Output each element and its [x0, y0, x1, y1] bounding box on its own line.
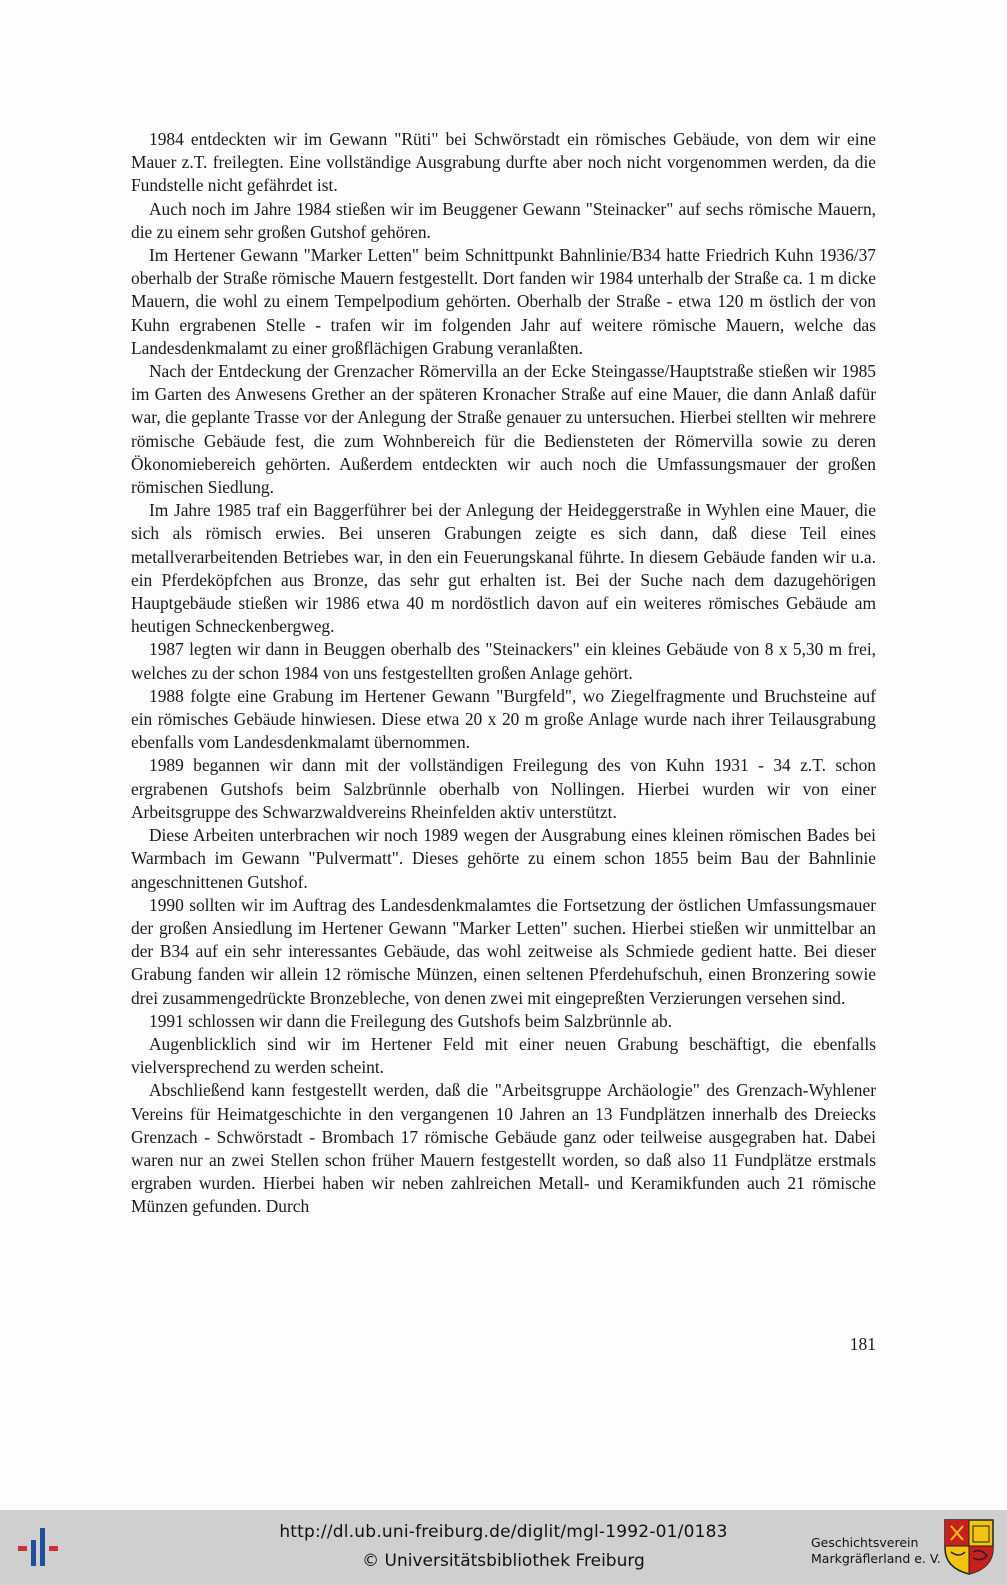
paragraph: 1990 sollten wir im Auftrag des Landesdenkmalamtes die Fortsetzung der östlichen Umfassungsmauer der großen Ansiedlung im Hertener Gewann "Marker Letten" suchen. Hierbei stießen wir unmittelbar an der B34 auf ein sehr interessantes Gebäude, das wohl zeitweise als Schmiede gedient hatte. Bei dieser Grabung fanden wir allein 12 römische Münzen, einen seltenen Pferdehufschuh, einen Bronzering sowie drei zusammengedrückte Bronzebleche, von denen zwei mit eingepreßten Verzierungen versehen sind.	[131, 894, 876, 1008]
coat-of-arms-icon	[943, 1518, 995, 1576]
paragraph: 1989 begannen wir dann mit der vollständigen Freilegung des von Kuhn 1931 - 34 z.T. schon ergrabenen Gutshofs beim Salzbrünnle oberhalb von Nollingen. Hierbei wurden wir von einer Arbeitsgruppe des Schwarzwaldvereins Rheinfelden aktiv unterstützt.	[131, 755, 876, 822]
paragraph: Auch noch im Jahre 1984 stießen wir im Beuggener Gewann "Steinacker" auf sechs römische Mauern, die zu einem sehr großen Gutshof gehören.	[131, 198, 876, 242]
footer-bar	[0, 1510, 1007, 1585]
paragraph: 1988 folgte eine Grabung im Hertener Gewann "Burgfeld", wo Ziegelfragmente und Bruchsteine auf ein römisches Gebäude hinwiesen. Diese etwa 20 x 20 m große Anlage wurde nach ihrer Teilausgrabung ebenfalls vom Landesdenkmalamt übernommen.	[131, 685, 876, 753]
paragraph: Augenblicklich sind wir im Hertener Feld mit einer neuen Grabung beschäftigt, die ebenfalls vielversprechend zu werden scheint.	[131, 1033, 876, 1078]
paragraph: Diese Arbeiten unterbrachen wir noch 1989 wegen der Ausgrabung eines kleinen römischen Bades bei Warmbach im Gewann "Pulvermatt". Dieses gehörte zu einem schon 1855 beim Bau der Bahnlinie angeschnittenen Gutshof.	[131, 825, 876, 892]
paragraph: Abschließend kann festgestellt werden, daß die "Arbeitsgruppe Archäologie" des Grenzach-Wyhlener Vereins für Heimatgeschichte in den vergangenen 10 Jahren an 13 Fundplätzen innerhalb des Dreiecks Grenzach - Schwörstadt - Brombach 17 römische Gebäude ganz oder teilweise ausgegraben hat. Dabei waren nur an zwei Stellen schon früher Mauern festgestellt worden, so daß also 11 Fundplätze erstmals ergraben wurden. Hierbei haben wir neben zahlreichen Metall- und Keramikfunden auch 21 römische Münzen gefunden. Durch	[131, 1080, 876, 1217]
paragraph: 1984 entdeckten wir im Gewann "Rüti" bei Schwörstadt ein römisches Gebäude, von dem wir eine Mauer z.T. freilegten. Eine vollständige Ausgrabung durfte aber noch nicht vorgenommen werden, da die Fundstelle nicht gefährdet ist.	[131, 129, 876, 196]
permalink-url[interactable]: http://dl.ub.uni-freiburg.de/diglit/mgl-1992-01/0183	[279, 1522, 728, 1542]
association-line-1: Geschichtsverein	[811, 1535, 919, 1550]
association-name	[811, 1535, 941, 1567]
paragraph: 1987 legten wir dann in Beuggen oberhalb des "Steinackers" ein kleines Gebäude von 8 x 5,30 m frei, welches zu der schon 1984 von uns festgestellten großen Anlage gehört.	[131, 639, 876, 683]
association-line-2: Markgräflerland e. V.	[811, 1551, 941, 1566]
page-number: 181	[849, 1334, 876, 1354]
paragraph: 1991 schlossen wir dann die Freilegung des Gutshofs beim Salzbrünnle ab.	[149, 1010, 673, 1031]
paragraph: Im Hertener Gewann "Marker Letten" beim Schnittpunkt Bahnlinie/B34 hatte Friedrich Kuhn 1936/37 oberhalb der Straße römische Mauern festgestellt. Dort fanden wir 1984 unterhalb der Straße ca. 1 m dicke Mauern, die wohl zu einem Tempelpodium gehörten. Oberhalb der Straße - etwa 120 m östlich der von Kuhn ergrabenen Stelle - trafen wir im folgenden Jahr auf weitere römische Mauern, welche das Landesdenkmalamt zu einer großflächigen Grabung veranlaßten.	[131, 245, 876, 358]
paragraph: Im Jahre 1985 traf ein Baggerführer bei der Anlegung der Heideggerstraße in Wyhlen eine Mauer, die sich als römisch erwies. Bei unseren Grabungen zeigte es sich dann, daß diese Teil eines metallverarbeitenden Betriebes war, in den ein Feuerungskanal führte. In diesem Gebäude fanden wir u.a. ein Pferdeköpfchen aus Bronze, das sehr gut erhalten ist. Bei der Suche nach dem dazugehörigen Hauptgebäude stießen wir 1986 etwa 40 m nordöstlich davon auf ein weiteres römisches Gebäude am heutigen Schneckenbergweg.	[131, 500, 876, 637]
body-text	[131, 128, 876, 1219]
copyright-notice: © Universitätsbibliothek Freiburg	[362, 1551, 645, 1571]
paragraph: Nach der Entdeckung der Grenzacher Römervilla an der Ecke Steingasse/Hauptstraße stießen wir 1985 im Garten des Anwesens Grether an der späteren Kronacher Straße auf eine Mauer, die dann Anlaß dafür war, die geplante Trasse vor der Anlegung der Straße genauer zu untersuchen. Hierbei stellten wir mehrere römische Gebäude fest, die zum Wohnbereich für die Bediensteten der Römervilla sowie zu deren Ökonomiebereich gehörten. Außerdem entdeckten wir auch noch die Umfassungsmauer der großen römischen Siedlung.	[131, 361, 876, 498]
